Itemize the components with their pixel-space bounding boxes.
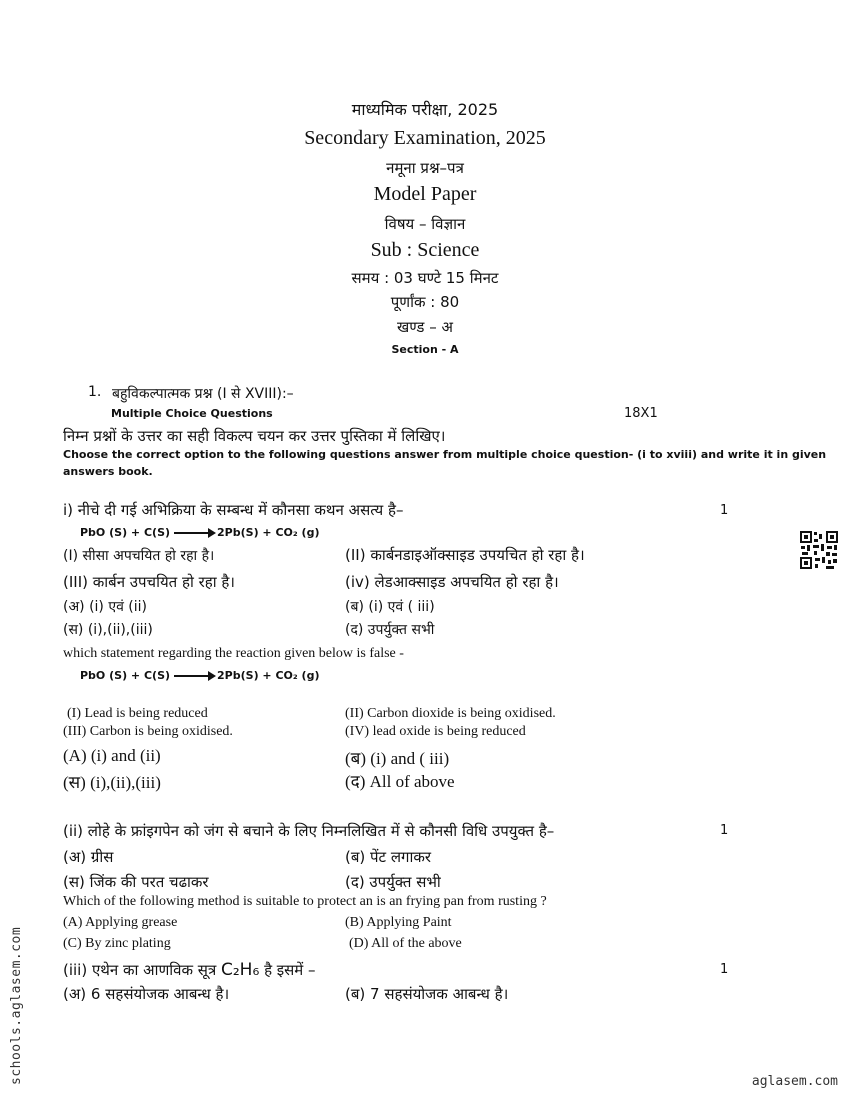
qi-option-a-hindi: (अ) (i) एवं (ii) xyxy=(63,599,148,615)
qi-option-c-hindi: (स) (i),(ii),(iii) xyxy=(63,622,153,638)
qi-marks: 1 xyxy=(720,503,729,518)
qi-statement-1-hindi: (I) सीसा अपचयित हो रहा है। xyxy=(63,548,215,564)
qi-option-c-english: (स) (i),(ii),(iii) xyxy=(63,773,161,792)
q1-number: 1. xyxy=(88,384,102,400)
paper-title-english: Model Paper xyxy=(373,183,477,205)
qi-statement-2-english: (II) Carbon dioxide is being oxidised. xyxy=(345,706,556,721)
qii-option-c-hindi: (स) जिंक की परत चढाकर xyxy=(63,873,209,891)
paper-title-hindi: नमूना प्रश्न–पत्र xyxy=(386,159,464,177)
arrow-icon xyxy=(174,532,214,534)
qii-option-a-hindi: (अ) ग्रीस xyxy=(63,848,114,866)
equation-products: 2Pb(S) + CO₂ (g) xyxy=(217,526,320,539)
qiii-question-hindi xyxy=(63,960,316,980)
qii-option-b-hindi: (ब) पेंट लगाकर xyxy=(345,848,432,866)
qii-option-b-english: (B) Applying Paint xyxy=(345,915,452,930)
qi-statement-4-english: (IV) lead oxide is being reduced xyxy=(345,724,526,739)
q1-instructions-english-line1: Choose the correct option to the following questions answer from multiple choice question- (i to xviii) and write it in given xyxy=(63,448,827,461)
qi-option-b-english: (ब) (i) and ( iii) xyxy=(345,749,450,768)
section-english: Section - A xyxy=(391,343,459,356)
qi-statement-2-hindi: (II) कार्बनडाइऑक्साइड उपयचित हो रहा है। xyxy=(345,546,585,564)
qr-code-icon xyxy=(799,530,839,570)
qi-equation-english xyxy=(80,669,319,682)
qi-statement-3-english: (III) Carbon is being oxidised. xyxy=(63,724,233,739)
arrow-icon xyxy=(174,675,214,677)
equation-products: 2Pb(S) + CO₂ (g) xyxy=(217,669,320,682)
qiii-text-after: है इसमें – xyxy=(259,961,316,979)
qi-question-hindi: i) नीचे दी गई अभिक्रिया के सम्बन्ध में कौनसा कथन असत्य है– xyxy=(63,501,404,519)
time-allowed: समय : 03 घण्टे 15 मिनट xyxy=(351,269,499,287)
max-marks: पूर्णांक : 80 xyxy=(390,293,460,311)
equation-reactants: PbO (S) + C(S) xyxy=(80,669,171,682)
qii-option-c-english: (C) By zinc plating xyxy=(63,936,171,951)
ethane-formula: C₂H₆ xyxy=(221,960,260,980)
qi-option-d-english: (द) All of above xyxy=(345,772,455,791)
equation-reactants: PbO (S) + C(S) xyxy=(80,526,171,539)
q1-title-hindi: बहुविकल्पात्मक प्रश्न (I से XVIII):– xyxy=(112,386,294,402)
subject-hindi: विषय – विज्ञान xyxy=(384,215,466,233)
qiii-text-before: (iii) एथेन का आणविक सूत्र xyxy=(63,961,221,979)
qii-question-english: Which of the following method is suitable to protect an is an frying pan from rusting ? xyxy=(63,894,547,909)
qi-statement-4-hindi: (iv) लेडआक्साइड अपचयित हो रहा है। xyxy=(345,573,559,591)
exam-title-hindi: माध्यमिक परीक्षा, 2025 xyxy=(351,100,499,119)
q1-instructions-hindi: निम्न प्रश्नों के उत्तर का सही विकल्प चयन कर उत्तर पुस्तिका में लिखिए। xyxy=(63,427,446,445)
side-watermark: schools.aglasem.com xyxy=(9,926,24,1085)
q1-title-english: Multiple Choice Questions xyxy=(111,407,273,420)
qiii-option-a-hindi: (अ) 6 सहसंयोजक आबन्ध है। xyxy=(63,985,230,1003)
qi-option-a-english: (A) (i) and (ii) xyxy=(63,746,161,765)
qi-option-b-hindi: (ब) (i) एवं ( iii) xyxy=(345,599,435,615)
q1-marks: 18X1 xyxy=(624,406,658,421)
qi-equation-hindi xyxy=(80,526,319,539)
footer-watermark: aglasem.com xyxy=(751,1074,838,1089)
qiii-marks: 1 xyxy=(720,962,729,977)
qi-statement-1-english: (I) Lead is being reduced xyxy=(67,706,208,721)
qii-option-d-hindi: (द) उपर्युक्त सभी xyxy=(345,873,441,891)
qii-option-d-english: (D) All of the above xyxy=(349,936,462,951)
qii-question-hindi: (ii) लोहे के फ्रांइगपेन को जंग से बचाने के लिए निम्नलिखित में से कौनसी विधि उपयुक्त है– xyxy=(63,822,555,840)
q1-instructions-english-line2: answers book. xyxy=(63,465,153,478)
subject-english: Sub : Science xyxy=(370,239,480,261)
qi-option-d-hindi: (द) उपर्युक्त सभी xyxy=(345,622,435,638)
exam-title-english: Secondary Examination, 2025 xyxy=(304,127,546,149)
qi-statement-3-hindi: (III) कार्बन उपचयित हो रहा है। xyxy=(63,573,235,591)
qii-marks: 1 xyxy=(720,823,729,838)
qi-question-english: which statement regarding the reaction given below is false - xyxy=(63,646,404,661)
qii-option-a-english: (A) Applying grease xyxy=(63,915,178,930)
section-hindi: खण्ड – अ xyxy=(397,318,453,336)
qiii-option-b-hindi: (ब) 7 सहसंयोजक आबन्ध है। xyxy=(345,985,509,1003)
